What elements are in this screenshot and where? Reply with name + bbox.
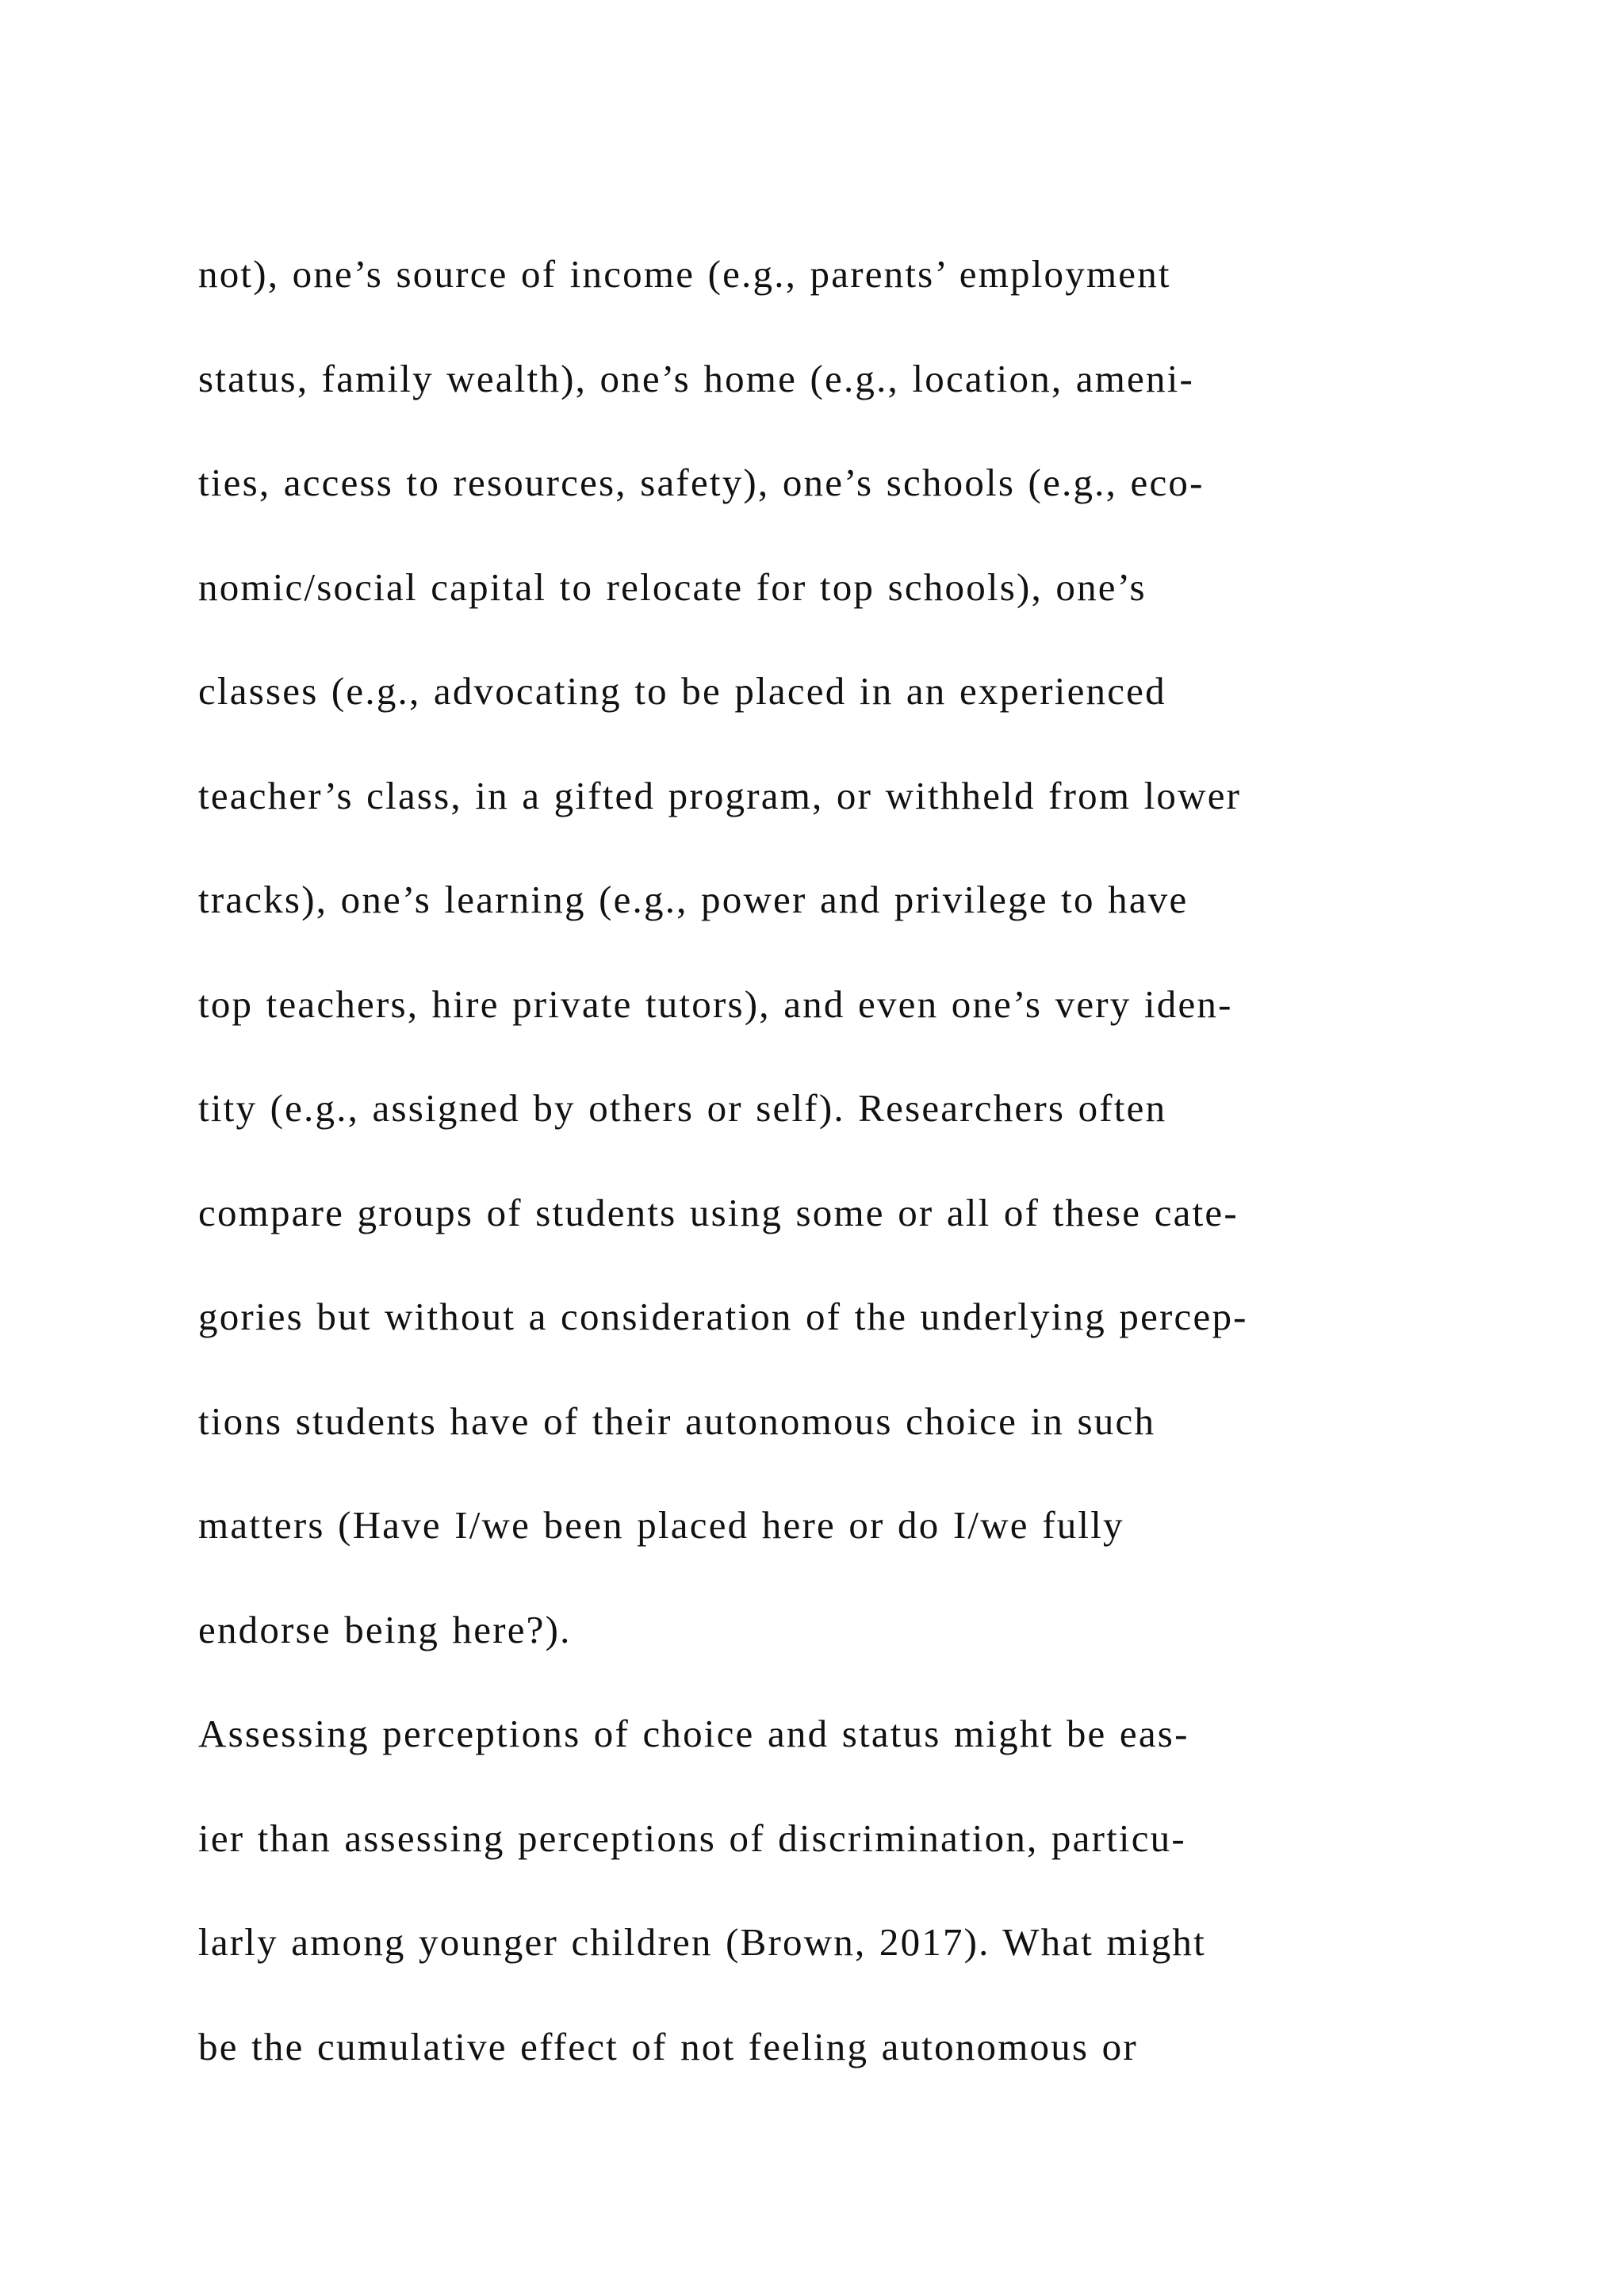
text-line: top teachers, hire private tutors), and even one’s very iden- — [198, 982, 1233, 1026]
text-line: matters (Have I/we been placed here or do I/we fully — [198, 1503, 1124, 1547]
text-line: tity (e.g., assigned by others or self). Researchers often — [198, 1086, 1167, 1130]
text-line: larly among younger children (Brown, 2017). What might — [198, 1920, 1206, 1964]
text-line: classes (e.g., advocating to be placed in an experienced — [198, 669, 1166, 713]
text-line: tions students have of their autonomous choice in such — [198, 1399, 1156, 1443]
text-line: Assessing perceptions of choice and status might be eas- — [198, 1712, 1189, 1755]
text-line: ier than assessing perceptions of discrimination, particu- — [198, 1816, 1186, 1860]
text-line: tracks), one’s learning (e.g., power and privilege to have — [198, 878, 1189, 921]
text-line: compare groups of students using some or all of these cate- — [198, 1190, 1239, 1234]
text-line: ties, access to resources, safety), one’s schools (e.g., eco- — [198, 461, 1205, 504]
text-line: nomic/social capital to relocate for top schools), one’s — [198, 564, 1147, 609]
text-line: teacher’s class, in a gifted program, or withheld from lower — [198, 773, 1242, 817]
body-text — [198, 246, 1435, 2122]
text-line: status, family wealth), one’s home (e.g., location, ameni- — [198, 356, 1195, 400]
text-line: gories but without a consideration of the underlying percep- — [198, 1295, 1248, 1338]
text-line: be the cumulative effect of not feeling autonomous or — [198, 2024, 1138, 2068]
text-line: endorse being here?). — [198, 1607, 572, 1651]
text-line: not), one’s source of income (e.g., parents’ employment — [198, 252, 1171, 296]
